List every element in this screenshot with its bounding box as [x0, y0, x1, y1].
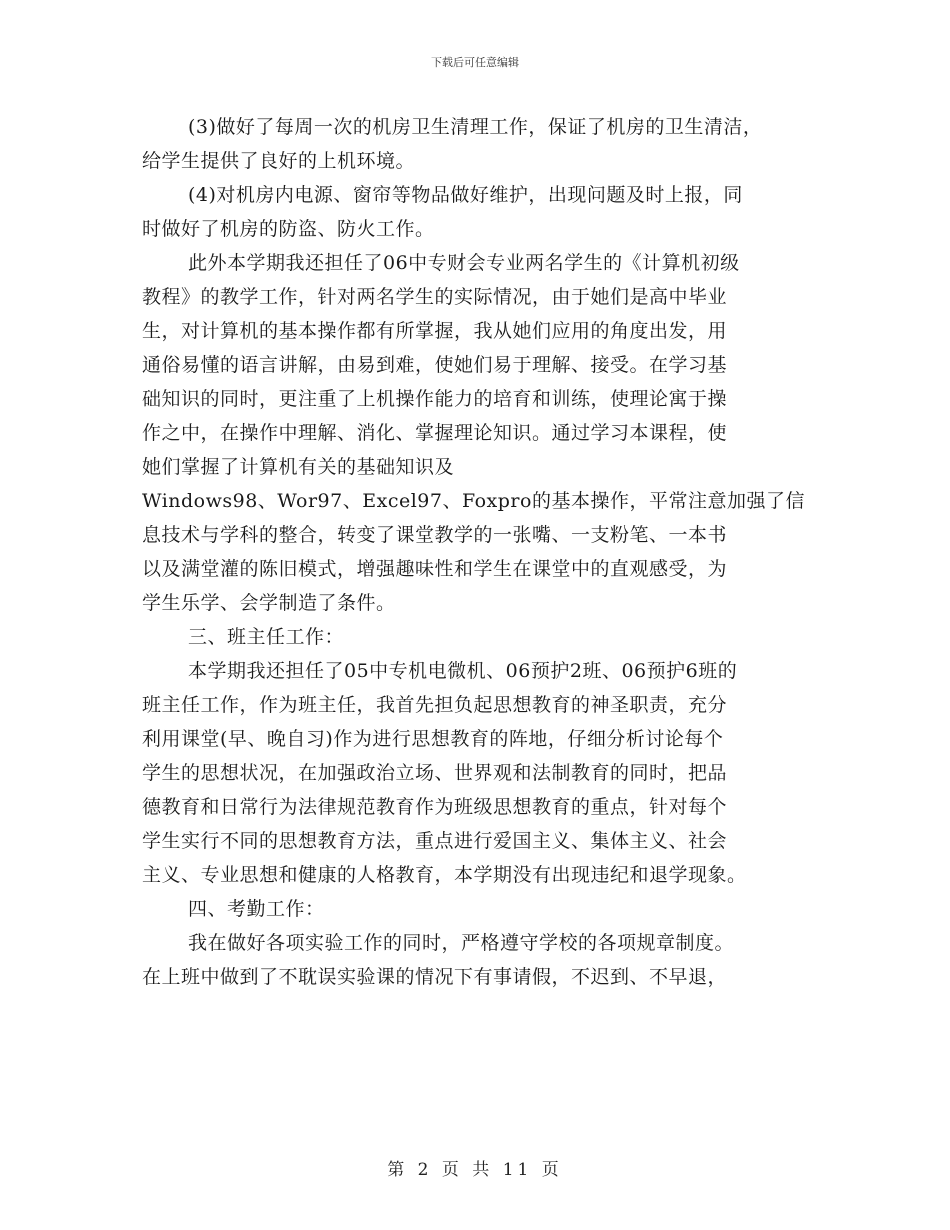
paragraph-line: (4)对机房内电源、窗帘等物品做好维护，出现问题及时上报，同: [188, 184, 743, 206]
paragraph-line: 她们掌握了计算机有关的基础知识及: [142, 456, 455, 478]
paragraph-line: 在上班中做到了不耽误实验课的情况下有事请假，不迟到、不早退，: [142, 966, 728, 988]
paragraph-line: 学生的思想状况，在加强政治立场、世界观和法制教育的同时，把品: [142, 762, 728, 784]
paragraph-line: 主义、专业思想和健康的人格教育，本学期没有出现违纪和退学现象。: [142, 864, 747, 886]
paragraph-line: Windows98、Wor97、Excel97、Foxpro的基本操作，平常注意加强了信: [142, 490, 805, 512]
document-body: [142, 110, 822, 994]
paragraph-line: 础知识的同时，更注重了上机操作能力的培育和训练，使理论寓于操: [142, 388, 728, 410]
page-header: 下载后可任意编辑: [431, 56, 519, 69]
paragraph-line: 通俗易懂的语言讲解，由易到难，使她们易于理解、接受。在学习基: [142, 354, 728, 376]
page-number: 第 2 页 共 11 页: [387, 1160, 563, 1180]
paragraph-line: 给学生提供了良好的上机环境。: [142, 150, 416, 172]
paragraph-line: 我在做好各项实验工作的同时，严格遵守学校的各项规章制度。: [188, 932, 735, 954]
section-heading-attendance: 四、考勤工作：: [188, 898, 325, 920]
section-heading-class-teacher: 三、班主任工作：: [188, 626, 345, 648]
paragraph-line: 以及满堂灌的陈旧模式，增强趣味性和学生在课堂中的直观感受，为: [142, 558, 728, 580]
paragraph-line: 学生乐学、会学制造了条件。: [142, 592, 396, 614]
paragraph-line: 时做好了机房的防盗、防火工作。: [142, 218, 435, 240]
paragraph-line: 息技术与学科的整合，转变了课堂教学的一张嘴、一支粉笔、一本书: [142, 524, 728, 546]
paragraph-line: 班主任工作，作为班主任，我首先担负起思想教育的神圣职责，充分: [142, 694, 728, 716]
paragraph-line: 本学期我还担任了05中专机电微机、06预护2班、06预护6班的: [188, 660, 738, 682]
paragraph-line: 利用课堂(早、晚自习)作为进行思想教育的阵地，仔细分析讨论每个: [142, 728, 724, 750]
paragraph-line: 此外本学期我还担任了06中专财会专业两名学生的《计算机初级: [188, 252, 740, 274]
paragraph-line: 德教育和日常行为法律规范教育作为班级思想教育的重点，针对每个: [142, 796, 728, 818]
paragraph-line: 作之中，在操作中理解、消化、掌握理论知识。通过学习本课程，使: [142, 422, 728, 444]
paragraph-line: 学生实行不同的思想教育方法，重点进行爱国主义、集体主义、社会: [142, 830, 728, 852]
paragraph-line: 教程》的教学工作，针对两名学生的实际情况，由于她们是高中毕业: [142, 286, 728, 308]
paragraph-line: 生，对计算机的基本操作都有所掌握，我从她们应用的角度出发，用: [142, 320, 728, 342]
paragraph-line: (3)做好了每周一次的机房卫生清理工作，保证了机房的卫生清洁，: [188, 116, 763, 138]
